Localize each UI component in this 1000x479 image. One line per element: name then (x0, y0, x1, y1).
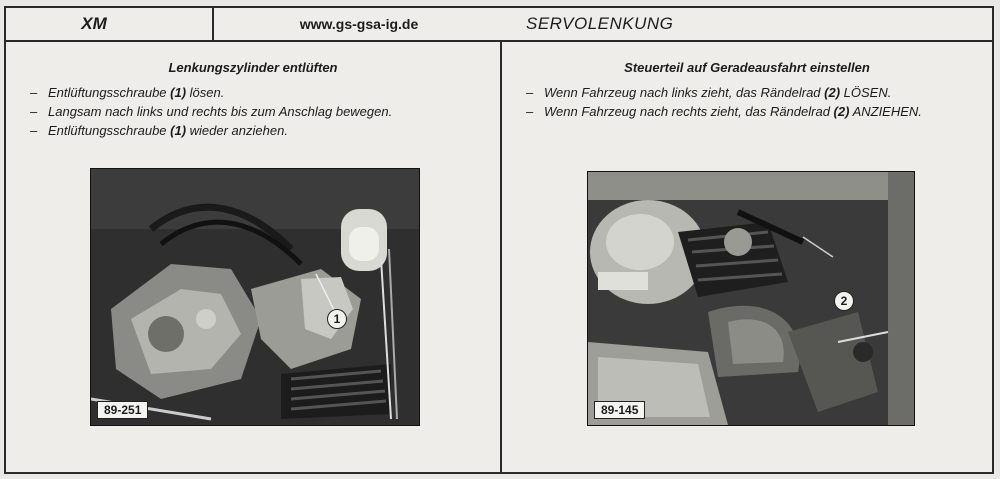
right-section-title: Steuerteil auf Geradeausfahrt einstellen (624, 60, 870, 75)
engine-bay-illustration (91, 169, 419, 425)
callout-2: 2 (834, 291, 854, 311)
callout-1: 1 (327, 309, 347, 329)
list-item: – Entlüftungsschraube (1) wieder anziehen. (30, 123, 288, 138)
left-steps-list (30, 83, 392, 140)
photo-label-89-145: 89-145 (594, 401, 645, 419)
list-item: – Wenn Fahrzeug nach links zieht, das Rändelrad (2) LÖSEN. (526, 85, 892, 100)
model-label: XM (6, 8, 214, 40)
right-steps-list (526, 83, 922, 121)
list-item: – Wenn Fahrzeug nach rechts zieht, das Rändelrad (2) ANZIEHEN. (526, 104, 922, 119)
manual-page (4, 6, 994, 474)
engine-photo-89-145 (587, 171, 915, 426)
website-label: www.gs-gsa-ig.de (299, 16, 419, 32)
steering-unit-illustration (588, 172, 914, 425)
right-section (502, 42, 992, 472)
list-item: – Entlüftungsschraube (1) lösen. (30, 85, 225, 100)
page-header (6, 8, 992, 42)
list-item: – Langsam nach links und rechts bis zum Anschlag bewegen. (30, 104, 393, 119)
photo-label-89-251: 89-251 (97, 401, 148, 419)
left-section-title: Lenkungszylinder entlüften (168, 60, 338, 75)
engine-photo-89-251 (90, 168, 420, 426)
left-section (6, 42, 502, 472)
chapter-title: SERVOLENKUNG (526, 14, 674, 33)
